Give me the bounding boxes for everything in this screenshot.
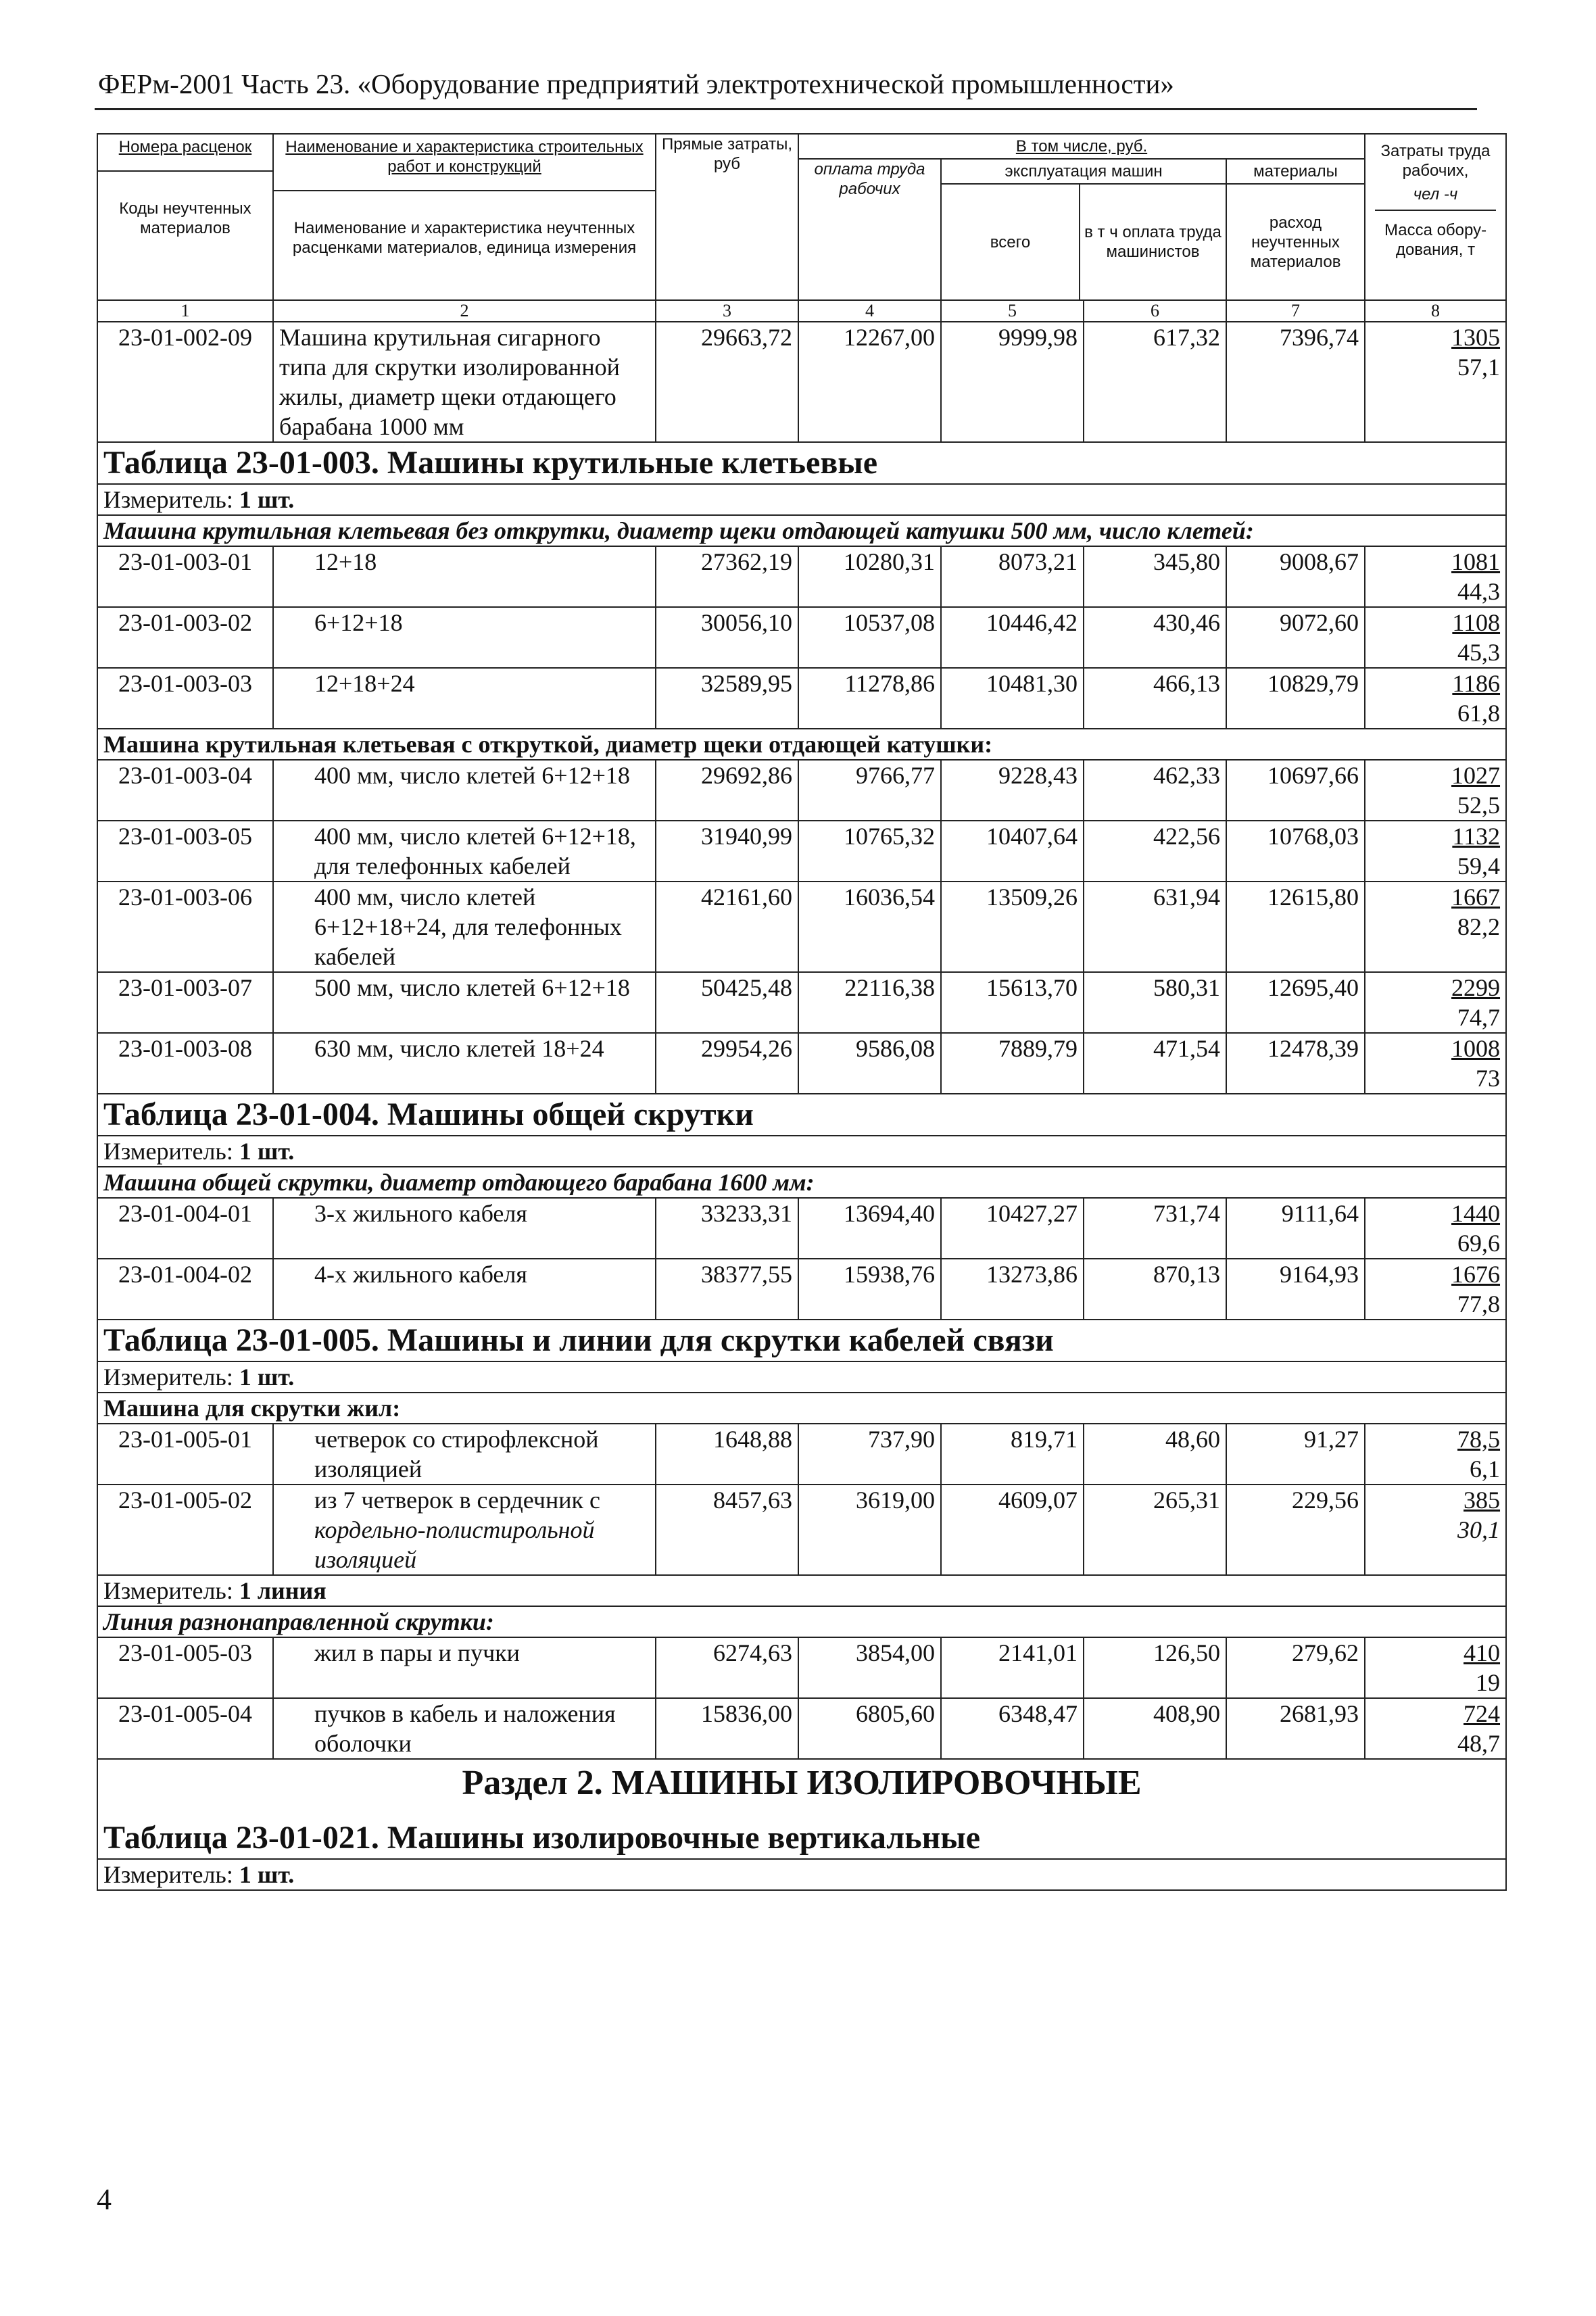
table-title: Таблица 23-01-005. Машины и линии для скрутки кабелей связи — [97, 1320, 1506, 1361]
meter — [97, 484, 1506, 515]
operator-wage: 870,13 — [1084, 1259, 1226, 1320]
col-num: 2 — [273, 300, 656, 322]
rate-code: 23-01-003-06 — [97, 882, 273, 972]
rate-code: 23-01-004-02 — [97, 1259, 273, 1320]
rates-table-wrap — [97, 133, 1505, 1891]
col-material-name-label: Наименование и характеристика неучтенных расценками материалов, единица измерения — [292, 219, 637, 257]
table-title-row — [97, 1094, 1506, 1136]
labor-mass — [1365, 972, 1506, 1033]
table-row — [97, 1259, 1506, 1320]
meter-label: Измеритель: — [103, 1577, 233, 1604]
rate-name: 4-х жильного кабеля — [273, 1259, 656, 1320]
table-row — [97, 322, 1506, 442]
col-num: 8 — [1365, 300, 1506, 322]
col-num: 1 — [97, 300, 273, 322]
wage: 16036,54 — [798, 882, 941, 972]
labor-value: 1676 — [1451, 1261, 1501, 1288]
operator-wage: 126,50 — [1084, 1637, 1226, 1698]
operator-wage: 462,33 — [1084, 760, 1226, 821]
meter-value: 1 шт. — [239, 1364, 295, 1391]
labor-mass — [1365, 1698, 1506, 1759]
table-row — [97, 1198, 1506, 1259]
col-codes-header — [97, 134, 273, 300]
rate-code: 23-01-002-09 — [97, 322, 273, 442]
labor-mass — [1365, 668, 1506, 729]
rate-code: 23-01-003-02 — [97, 607, 273, 668]
labor-value: 385 — [1464, 1487, 1501, 1514]
labor-value: 1667 — [1451, 884, 1501, 911]
mass-value: 6,1 — [1470, 1455, 1501, 1482]
direct-cost: 33233,31 — [656, 1198, 798, 1259]
operator-wage: 466,13 — [1084, 668, 1226, 729]
col-num: 3 — [656, 300, 798, 322]
materials: 12615,80 — [1226, 882, 1365, 972]
machines-total: 10427,27 — [941, 1198, 1084, 1259]
table-row — [97, 760, 1506, 821]
operator-wage: 408,90 — [1084, 1698, 1226, 1759]
table-row — [97, 821, 1506, 882]
wage: 22116,38 — [798, 972, 941, 1033]
materials: 10768,03 — [1226, 821, 1365, 882]
page-number: 4 — [97, 2183, 112, 2216]
machines-total: 4609,07 — [941, 1485, 1084, 1575]
meter-label: Измеритель: — [103, 1138, 233, 1165]
mass-value: 48,7 — [1457, 1730, 1501, 1757]
operator-wage: 265,31 — [1084, 1485, 1226, 1575]
meter-value: 1 шт. — [239, 1138, 295, 1165]
mass-value: 59,4 — [1457, 852, 1501, 879]
labor-value: 1132 — [1452, 823, 1501, 850]
rate-name: четверок со стирофлексной изоляцией — [273, 1424, 656, 1485]
table-title: Таблица 23-01-004. Машины общей скрутки — [97, 1094, 1506, 1136]
col-labor-label: Затраты труда рабочих, — [1380, 142, 1491, 180]
meter-label: Измеритель: — [103, 1861, 233, 1888]
meter-row — [97, 1361, 1506, 1393]
machines-total: 10481,30 — [941, 668, 1084, 729]
meter-row — [97, 1136, 1506, 1167]
rate-name: 6+12+18 — [273, 607, 656, 668]
mass-value: 73 — [1476, 1065, 1501, 1092]
wage: 9586,08 — [798, 1033, 941, 1094]
rates-table — [97, 133, 1507, 1891]
materials: 279,62 — [1226, 1637, 1365, 1698]
group-row — [97, 1606, 1506, 1637]
labor-mass — [1365, 607, 1506, 668]
table-row — [97, 1424, 1506, 1485]
col-labor-header — [1365, 134, 1506, 300]
direct-cost: 15836,00 — [656, 1698, 798, 1759]
mass-value: 44,3 — [1457, 578, 1501, 605]
labor-mass — [1365, 882, 1506, 972]
labor-value: 2299 — [1451, 974, 1501, 1001]
materials: 91,27 — [1226, 1424, 1365, 1485]
rate-name: 12+18 — [273, 546, 656, 607]
col-names-header — [273, 134, 656, 300]
wage: 3854,00 — [798, 1637, 941, 1698]
header-rule — [95, 108, 1477, 110]
col-direct-costs-label: Прямые затраты, руб — [656, 134, 798, 300]
rate-name: 400 мм, число клетей 6+12+18 — [273, 760, 656, 821]
operator-wage: 631,94 — [1084, 882, 1226, 972]
rate-name: 630 мм, число клетей 18+24 — [273, 1033, 656, 1094]
mass-value: 52,5 — [1457, 792, 1501, 819]
operator-wage: 48,60 — [1084, 1424, 1226, 1485]
rate-code: 23-01-003-07 — [97, 972, 273, 1033]
materials-header — [1226, 159, 1365, 300]
operator-wage: 731,74 — [1084, 1198, 1226, 1259]
labor-value: 78,5 — [1457, 1426, 1501, 1453]
table-row — [97, 972, 1506, 1033]
group-row — [97, 515, 1506, 546]
table-title: Таблица 23-01-021. Машины изолировочные вертикальные — [97, 1807, 1506, 1859]
col-material-codes-label: Коды неучтенных материалов — [119, 199, 251, 237]
rate-code: 23-01-003-05 — [97, 821, 273, 882]
wage: 10280,31 — [798, 546, 941, 607]
rate-name: Машина крутильная сигарного типа для скрутки изолированной жилы, диаметр щеки отдающего барабана 1000 мм — [273, 322, 656, 442]
operator-wage: 617,32 — [1084, 322, 1226, 442]
mass-value: 77,8 — [1457, 1290, 1501, 1318]
wage: 6805,60 — [798, 1698, 941, 1759]
labor-mass — [1365, 1259, 1506, 1320]
col-wage-label: оплата труда рабочих — [798, 159, 941, 300]
group-heading: Машина для скрутки жил: — [97, 1393, 1506, 1424]
meter-value: 1 линия — [239, 1577, 327, 1604]
col-labor-unit: чел -ч — [1375, 185, 1496, 211]
machines-total: 13509,26 — [941, 882, 1084, 972]
meter-row — [97, 1859, 1506, 1890]
labor-value: 1027 — [1451, 762, 1501, 789]
group-heading: Машина крутильная клетьевая без открутки, диаметр щеки отдающей катушки 500 мм, число клетей: — [97, 515, 1506, 546]
table-row — [97, 607, 1506, 668]
materials: 12478,39 — [1226, 1033, 1365, 1094]
rate-code: 23-01-005-04 — [97, 1698, 273, 1759]
rate-code: 23-01-005-02 — [97, 1485, 273, 1575]
mass-value: 61,8 — [1457, 700, 1501, 727]
direct-cost: 32589,95 — [656, 668, 798, 729]
rate-code: 23-01-004-01 — [97, 1198, 273, 1259]
direct-cost: 31940,99 — [656, 821, 798, 882]
meter-label: Измеритель: — [103, 486, 233, 513]
incl-header — [798, 134, 1365, 159]
group-row — [97, 729, 1506, 760]
wage: 15938,76 — [798, 1259, 941, 1320]
wage: 10537,08 — [798, 607, 941, 668]
table-row — [97, 1485, 1506, 1575]
wage: 11278,86 — [798, 668, 941, 729]
labor-mass — [1365, 1637, 1506, 1698]
labor-value: 1186 — [1452, 670, 1501, 697]
incl-label: В том числе, руб. — [1015, 137, 1148, 155]
col-num: 5 — [941, 300, 1084, 322]
operator-wage: 345,80 — [1084, 546, 1226, 607]
labor-mass — [1365, 821, 1506, 882]
materials: 10697,66 — [1226, 760, 1365, 821]
wage: 9766,77 — [798, 760, 941, 821]
materials: 229,56 — [1226, 1485, 1365, 1575]
running-header: ФЕРм-2001 Часть 23. «Оборудование предприятий электротехнической промышленности» — [98, 68, 1174, 99]
labor-value: 724 — [1464, 1700, 1501, 1727]
machines-total: 6348,47 — [941, 1698, 1084, 1759]
labor-mass — [1365, 1424, 1506, 1485]
rate-name — [273, 1485, 656, 1575]
section-title: Раздел 2. МАШИНЫ ИЗОЛИРОВОЧНЫЕ — [97, 1759, 1506, 1807]
materials: 10829,79 — [1226, 668, 1365, 729]
meter-row — [97, 484, 1506, 515]
rate-name: 3-х жильного кабеля — [273, 1198, 656, 1259]
mass-value: 30,1 — [1457, 1516, 1501, 1543]
machines-total: 819,71 — [941, 1424, 1084, 1485]
machines-total: 9999,98 — [941, 322, 1084, 442]
rate-name: 400 мм, число клетей 6+12+18+24, для телефонных кабелей — [273, 882, 656, 972]
col-num: 6 — [1084, 300, 1226, 322]
mass-value: 19 — [1476, 1669, 1501, 1696]
rate-code: 23-01-005-01 — [97, 1424, 273, 1485]
table-row — [97, 1033, 1506, 1094]
direct-cost: 29692,86 — [656, 760, 798, 821]
mass-value: 69,6 — [1457, 1230, 1501, 1257]
materials: 9072,60 — [1226, 607, 1365, 668]
machines-sub — [942, 185, 1226, 299]
machines-total: 10446,42 — [941, 607, 1084, 668]
col-num: 4 — [798, 300, 941, 322]
labor-mass — [1365, 760, 1506, 821]
col-mass-label: Масса обору-дования, т — [1384, 221, 1487, 259]
wage: 737,90 — [798, 1424, 941, 1485]
machines-header — [941, 159, 1226, 300]
group-heading: Машина крутильная клетьевая с откруткой, диаметр щеки отдающей катушки: — [97, 729, 1506, 760]
rate-code: 23-01-003-01 — [97, 546, 273, 607]
rate-code: 23-01-003-08 — [97, 1033, 273, 1094]
rate-name: 400 мм, число клетей 6+12+18, для телефонных кабелей — [273, 821, 656, 882]
rate-name-italic: кордельно-полистирольной изоляцией — [314, 1516, 595, 1573]
materials: 7396,74 — [1226, 322, 1365, 442]
direct-cost: 29954,26 — [656, 1033, 798, 1094]
meter — [97, 1136, 1506, 1167]
col-rate-numbers-label: Номера расценок — [98, 135, 272, 172]
rate-code: 23-01-003-03 — [97, 668, 273, 729]
rate-name: пучков в кабель и наложения оболочки — [273, 1698, 656, 1759]
machines-total: 8073,21 — [941, 546, 1084, 607]
operator-wage: 430,46 — [1084, 607, 1226, 668]
mass-value: 45,3 — [1457, 639, 1501, 666]
operator-wage: 580,31 — [1084, 972, 1226, 1033]
rate-name: 500 мм, число клетей 6+12+18 — [273, 972, 656, 1033]
column-number-row — [97, 300, 1506, 322]
col-work-name-label: Наименование и характеристика строительных работ и конструкций — [274, 135, 655, 191]
machines-total: 13273,86 — [941, 1259, 1084, 1320]
machines-label: эксплуатация машин — [942, 160, 1226, 185]
direct-cost: 6274,63 — [656, 1637, 798, 1698]
table-row — [97, 1637, 1506, 1698]
group-row — [97, 1167, 1506, 1198]
rate-name-part: из 7 четверок в сердечник с — [314, 1487, 600, 1514]
table-header-row — [97, 134, 1506, 159]
materials: 2681,93 — [1226, 1698, 1365, 1759]
group-row — [97, 1393, 1506, 1424]
table-title-row — [97, 1807, 1506, 1859]
direct-cost: 1648,88 — [656, 1424, 798, 1485]
meter-value: 1 шт. — [239, 486, 295, 513]
labor-value: 1008 — [1451, 1035, 1501, 1062]
table-title-row — [97, 442, 1506, 484]
materials: 9008,67 — [1226, 546, 1365, 607]
direct-cost: 27362,19 — [656, 546, 798, 607]
labor-value: 410 — [1464, 1639, 1501, 1666]
labor-mass — [1365, 546, 1506, 607]
rate-name: жил в пары и пучки — [273, 1637, 656, 1698]
labor-mass — [1365, 1033, 1506, 1094]
rate-code: 23-01-003-04 — [97, 760, 273, 821]
machines-total: 10407,64 — [941, 821, 1084, 882]
table-row — [97, 1698, 1506, 1759]
labor-value: 1081 — [1451, 548, 1501, 575]
mass-value: 57,1 — [1457, 354, 1501, 381]
materials: 9164,93 — [1226, 1259, 1365, 1320]
materials: 9111,64 — [1226, 1198, 1365, 1259]
table-row — [97, 668, 1506, 729]
operator-wage: 422,56 — [1084, 821, 1226, 882]
machines-total: 15613,70 — [941, 972, 1084, 1033]
col-num: 7 — [1226, 300, 1365, 322]
operator-wage: 471,54 — [1084, 1033, 1226, 1094]
meter-value: 1 шт. — [239, 1861, 295, 1888]
direct-cost: 42161,60 — [656, 882, 798, 972]
direct-cost: 30056,10 — [656, 607, 798, 668]
rate-name: 12+18+24 — [273, 668, 656, 729]
wage: 10765,32 — [798, 821, 941, 882]
table-title-row — [97, 1320, 1506, 1361]
machines-total: 7889,79 — [941, 1033, 1084, 1094]
meter — [97, 1361, 1506, 1393]
table-row — [97, 882, 1506, 972]
labor-value: 1108 — [1452, 609, 1501, 636]
meter — [97, 1859, 1506, 1890]
rate-code: 23-01-005-03 — [97, 1637, 273, 1698]
col-operator-wage-label: в т ч оплата труда машинистов — [1084, 223, 1222, 261]
labor-value: 1440 — [1451, 1200, 1501, 1227]
direct-cost: 8457,63 — [656, 1485, 798, 1575]
meter-row — [97, 1575, 1506, 1606]
col-total-label: всего — [942, 185, 1080, 299]
meter-label: Измеритель: — [103, 1364, 233, 1391]
wage: 13694,40 — [798, 1198, 941, 1259]
table-row — [97, 546, 1506, 607]
section-row — [97, 1759, 1506, 1807]
mass-value: 74,7 — [1457, 1004, 1501, 1031]
direct-cost: 50425,48 — [656, 972, 798, 1033]
table-title: Таблица 23-01-003. Машины крутильные клетьевые — [97, 442, 1506, 484]
labor-mass — [1365, 1198, 1506, 1259]
machines-total: 9228,43 — [941, 760, 1084, 821]
materials: 12695,40 — [1226, 972, 1365, 1033]
meter — [97, 1575, 1506, 1606]
col-material-use-label: расход неучтенных материалов — [1250, 213, 1341, 271]
labor-value: 1305 — [1451, 324, 1501, 351]
direct-cost: 29663,72 — [656, 322, 798, 442]
labor-mass — [1365, 1485, 1506, 1575]
direct-cost: 38377,55 — [656, 1259, 798, 1320]
group-heading: Линия разнонаправленной скрутки: — [97, 1606, 1506, 1637]
mass-value: 82,2 — [1457, 913, 1501, 940]
wage: 3619,00 — [798, 1485, 941, 1575]
materials-label: материалы — [1227, 160, 1364, 185]
wage: 12267,00 — [798, 322, 941, 442]
labor-mass — [1365, 322, 1506, 442]
machines-total: 2141,01 — [941, 1637, 1084, 1698]
group-heading: Машина общей скрутки, диаметр отдающего барабана 1600 мм: — [97, 1167, 1506, 1198]
